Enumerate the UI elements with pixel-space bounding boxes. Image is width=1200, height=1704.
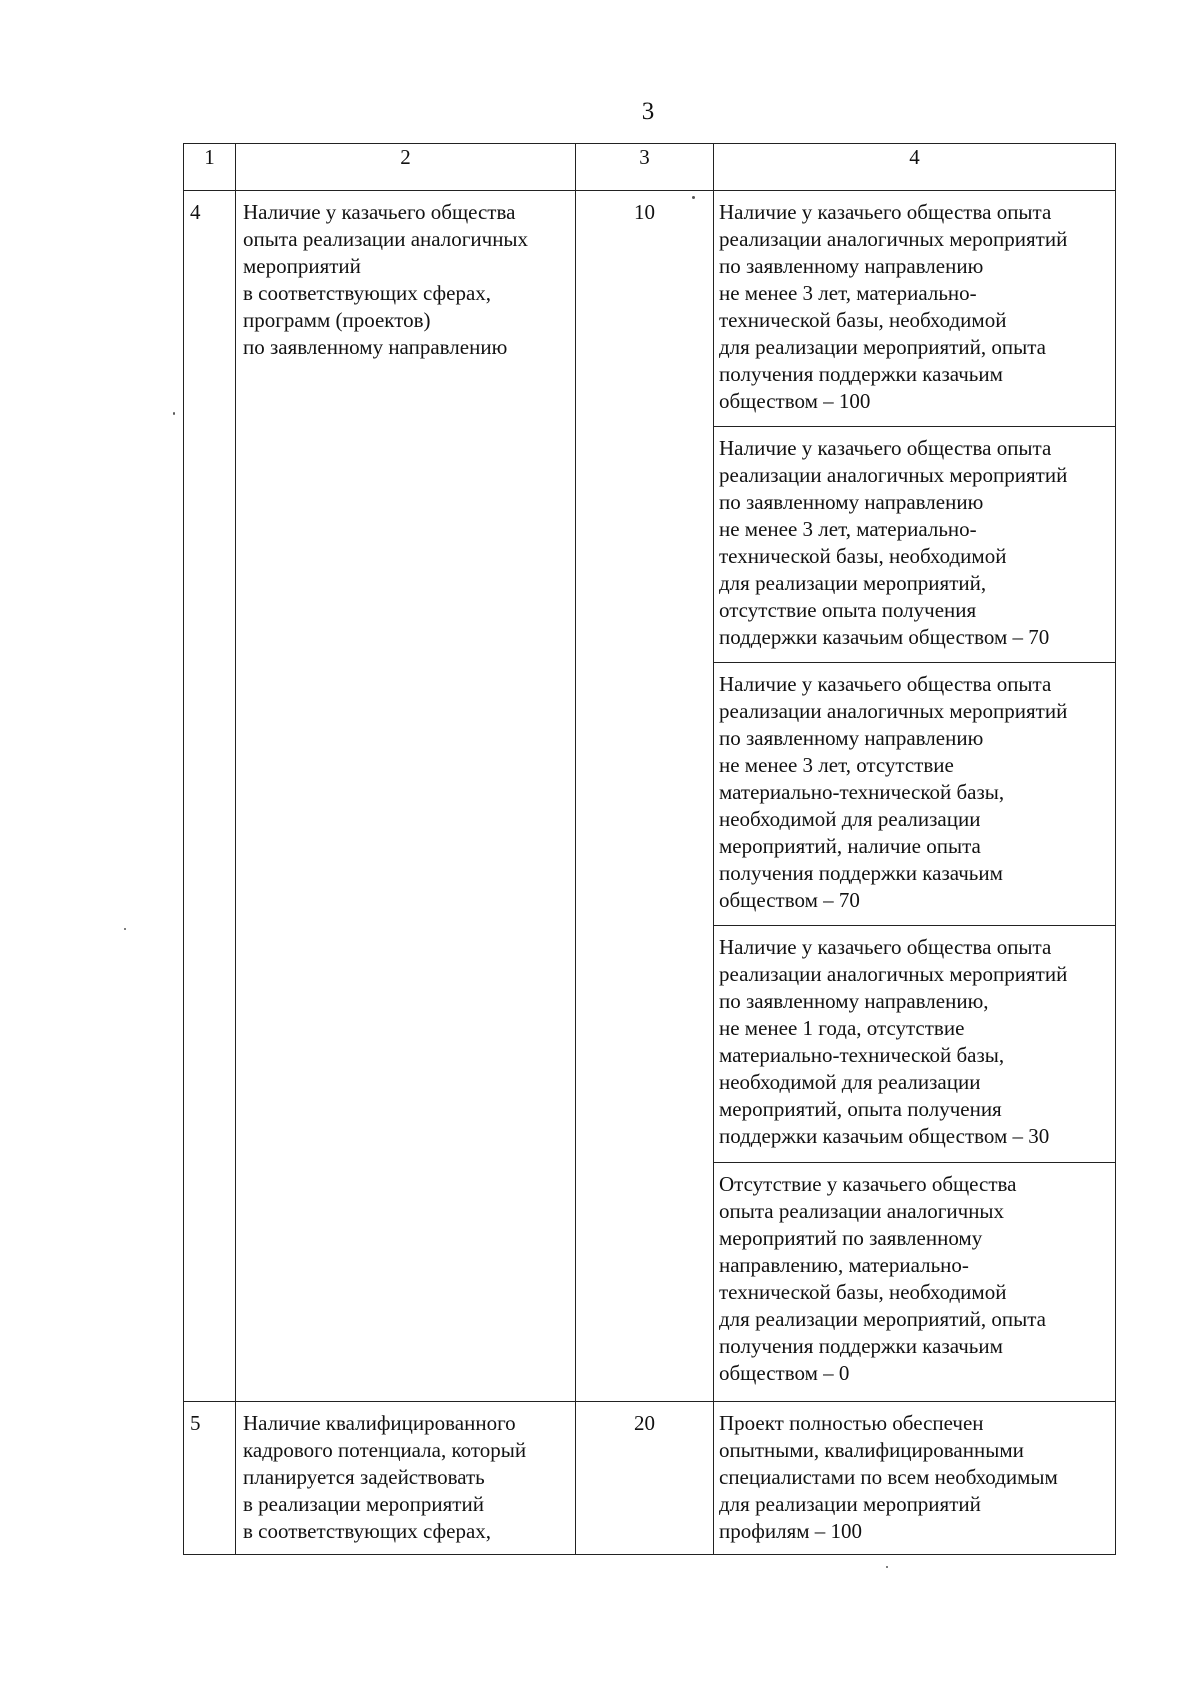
table-row [184,191,1116,427]
criterion-text: Наличие квалифицированного кадрового потенциала, который планируется задействовать в реализации мероприятий в соответствующих сферах, [236,1402,576,1555]
score-option: Наличие у казачьего общества опыта реализации аналогичных мероприятий по заявленному направлению не менее 3 лет, материально- технической базы, необходимой для реализации мероприятий, опыта получения поддержки казачьим обществом – 100 [714,191,1116,427]
criteria-table [183,143,1116,1555]
header-cell-4: 4 [714,144,1116,191]
header-cell-2: 2 [236,144,576,191]
score-option: Проект полностью обеспечен опытными, квалифицированными специалистами по всем необходимым для реализации мероприятий профилям – 100 [714,1402,1116,1555]
score-option: Наличие у казачьего общества опыта реализации аналогичных мероприятий по заявленному направлению, не менее 1 года, отсутствие материально-технической базы, необходимой для реализации мероприятий, опыта получения поддержки казачьим обществом – 30 [714,926,1116,1163]
score-option: Отсутствие у казачьего общества опыта реализации аналогичных мероприятий по заявленному направлению, материально- технической базы, необходимой для реализации мероприятий, опыта получения поддержки казачьим обществом – 0 [714,1163,1116,1402]
header-row [184,144,1116,191]
score-option: Наличие у казачьего общества опыта реализации аналогичных мероприятий по заявленному направлению не менее 3 лет, материально- технической базы, необходимой для реализации мероприятий, отсутствие опыта получения поддержки казачьим обществом – 70 [714,427,1116,663]
row-number: 4 [184,191,236,1402]
scan-speck [692,196,695,199]
scan-speck [886,1566,888,1568]
weight-value: 20 [576,1402,714,1555]
header-cell-3: 3 [576,144,714,191]
row-number: 5 [184,1402,236,1555]
page-number: 3 [641,98,655,125]
table-row [184,1402,1116,1555]
scan-speck [124,928,126,930]
criterion-text: Наличие у казачьего общества опыта реализации аналогичных мероприятий в соответствующих сферах, программ (проектов) по заявленному направлению [236,191,576,1402]
scan-speck [173,412,175,415]
header-cell-1: 1 [184,144,236,191]
weight-value: 10 [576,191,714,1402]
score-option: Наличие у казачьего общества опыта реализации аналогичных мероприятий по заявленному направлению не менее 3 лет, отсутствие материально-технической базы, необходимой для реализации мероприятий, наличие опыта получения поддержки казачьим обществом – 70 [714,663,1116,926]
